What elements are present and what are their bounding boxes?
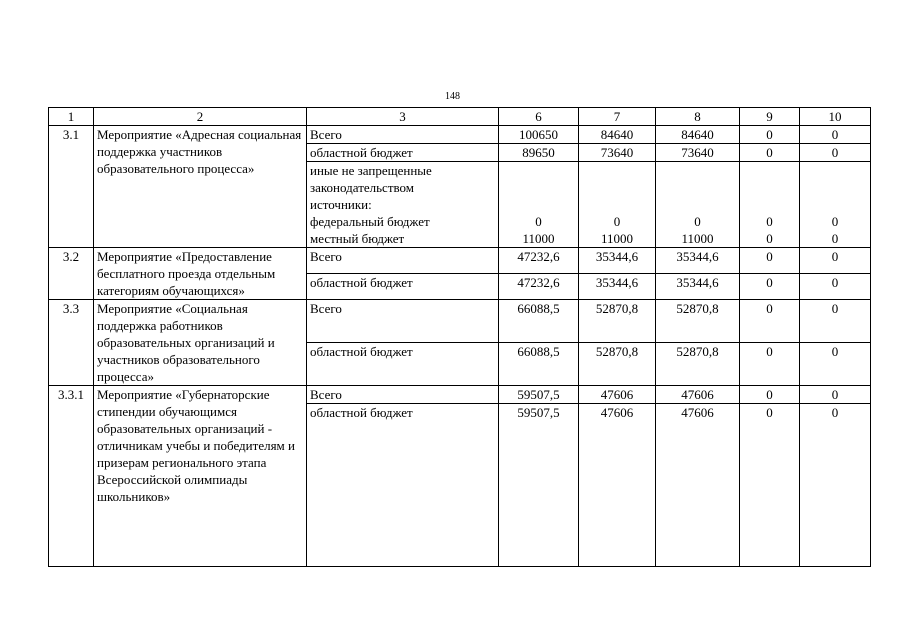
value-cell: 52870,8	[656, 343, 740, 386]
value-cell: 66088,5	[499, 300, 579, 343]
column-header-row	[49, 108, 871, 126]
value-cell: 59507,5	[499, 404, 579, 567]
value-cell: 100650	[499, 126, 579, 144]
value-cell: 0	[800, 274, 871, 300]
value-cell: 0	[800, 343, 871, 386]
value-stack	[579, 162, 656, 248]
funding-source: Всего	[307, 386, 499, 404]
table-row	[49, 386, 871, 404]
value-cell: 0	[800, 404, 871, 567]
funding-source: Всего	[307, 300, 499, 343]
value-cell: 47606	[656, 386, 740, 404]
value-cell: 0	[766, 214, 773, 229]
value-cell: 11000	[522, 231, 555, 246]
value-cell: 0	[740, 300, 800, 343]
value-cell: 0	[740, 386, 800, 404]
column-header: 8	[656, 108, 740, 126]
value-cell: 0	[740, 274, 800, 300]
value-cell: 0	[800, 126, 871, 144]
item-name: Мероприятие «Социальная поддержка работников образовательных организаций и участников образовательного процесса»	[94, 300, 307, 386]
column-header: 7	[579, 108, 656, 126]
value-cell: 0	[535, 214, 542, 229]
value-cell: 52870,8	[579, 300, 656, 343]
item-id: 3.2	[49, 248, 94, 300]
value-cell: 73640	[579, 144, 656, 162]
item-id: 3.3.1	[49, 386, 94, 567]
funding-source: Всего	[307, 126, 499, 144]
value-cell: 35344,6	[656, 248, 740, 274]
value-cell: 73640	[656, 144, 740, 162]
item-name: Мероприятие «Предоставление бесплатного проезда отдельным категориям обучающихся»	[94, 248, 307, 300]
value-cell: 52870,8	[579, 343, 656, 386]
table-row	[49, 248, 871, 274]
column-header: 1	[49, 108, 94, 126]
value-cell: 0	[694, 214, 701, 229]
value-cell: 0	[831, 214, 839, 229]
value-stack	[499, 162, 579, 248]
funding-source: областной бюджет	[307, 274, 499, 300]
value-cell: 47606	[579, 386, 656, 404]
funding-source-line: законодательством	[310, 180, 415, 195]
value-cell: 11000	[681, 231, 714, 246]
funding-source-other	[307, 162, 499, 248]
value-cell: 0	[831, 231, 839, 246]
value-cell: 84640	[579, 126, 656, 144]
table-row	[49, 300, 871, 343]
table-row	[49, 126, 871, 144]
value-cell: 0	[740, 144, 800, 162]
item-id: 3.1	[49, 126, 94, 248]
funding-source-line: источники:	[310, 197, 372, 212]
value-cell: 0	[800, 300, 871, 343]
funding-source: областной бюджет	[307, 343, 499, 386]
value-cell: 89650	[499, 144, 579, 162]
column-header: 6	[499, 108, 579, 126]
funding-source: областной бюджет	[307, 404, 499, 567]
value-cell: 47606	[656, 404, 740, 567]
column-header: 3	[307, 108, 499, 126]
value-cell: 47232,6	[499, 274, 579, 300]
value-cell: 0	[800, 248, 871, 274]
value-stack	[656, 162, 740, 248]
value-cell: 35344,6	[579, 274, 656, 300]
item-name: Мероприятие «Адресная социальная поддержка участников образовательного процесса»	[94, 126, 307, 248]
value-cell: 0	[800, 386, 871, 404]
value-cell: 0	[800, 144, 871, 162]
value-cell: 84640	[656, 126, 740, 144]
value-cell: 35344,6	[579, 248, 656, 274]
column-header: 10	[800, 108, 871, 126]
value-cell: 0	[740, 404, 800, 567]
value-cell: 0	[740, 126, 800, 144]
column-header: 9	[740, 108, 800, 126]
funding-source-line: иные не запрещенные	[310, 163, 432, 178]
funding-source-line: местный бюджет	[310, 231, 405, 246]
funding-source-line: федеральный бюджет	[310, 214, 430, 229]
value-cell: 52870,8	[656, 300, 740, 343]
value-cell: 47232,6	[499, 248, 579, 274]
value-stack	[800, 162, 871, 248]
value-cell: 11000	[600, 231, 634, 246]
funding-source: областной бюджет	[307, 144, 499, 162]
page-number: 148	[445, 91, 460, 102]
value-cell: 47606	[579, 404, 656, 567]
value-stack	[740, 162, 800, 248]
value-cell: 0	[766, 231, 773, 246]
item-id: 3.3	[49, 300, 94, 386]
funding-source: Всего	[307, 248, 499, 274]
value-cell: 35344,6	[656, 274, 740, 300]
budget-table	[48, 107, 871, 567]
value-cell: 0	[740, 343, 800, 386]
value-cell: 66088,5	[499, 343, 579, 386]
item-name: Мероприятие «Губернаторские стипендии обучающимся образовательных организаций - отличникам учебы и победителям и призерам регионального этапа Всероссийской олимпиады школьников»	[94, 386, 307, 567]
value-cell: 0	[613, 214, 621, 229]
value-cell: 0	[740, 248, 800, 274]
column-header: 2	[94, 108, 307, 126]
value-cell: 59507,5	[499, 386, 579, 404]
